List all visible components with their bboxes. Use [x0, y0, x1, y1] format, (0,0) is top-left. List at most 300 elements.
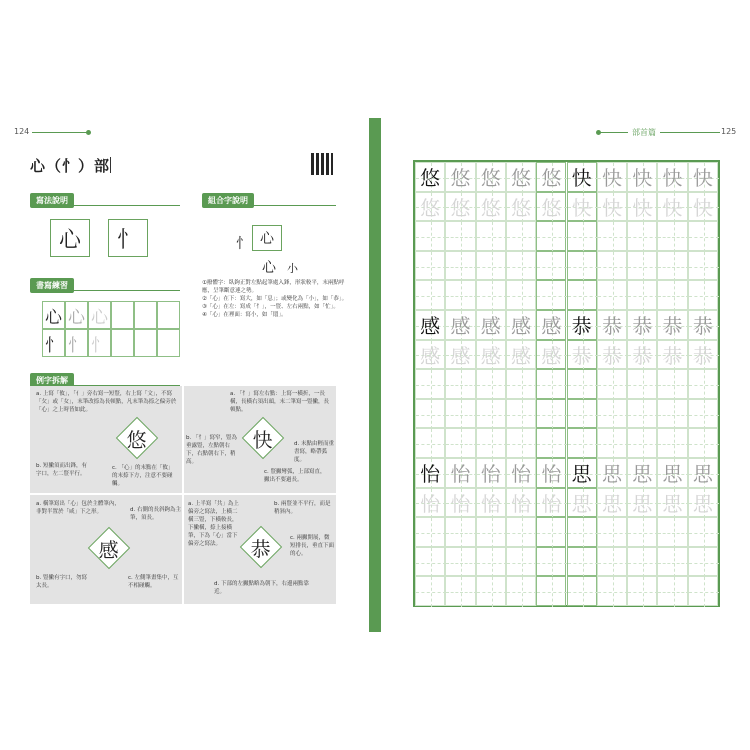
sheet-cell[interactable] [657, 192, 687, 222]
sheet-cell[interactable] [536, 428, 566, 458]
sheet-cell[interactable] [506, 458, 536, 488]
cell-guide [643, 518, 644, 548]
sheet-cell[interactable] [506, 251, 536, 281]
cell-guide [583, 518, 584, 548]
cell-guide [522, 518, 523, 548]
sheet-char: 悠 [450, 195, 471, 220]
sheet-cell[interactable] [476, 340, 506, 370]
cell-guide [583, 370, 584, 400]
sheet-cell[interactable] [445, 192, 475, 222]
sheet-char: 悠 [420, 195, 441, 220]
sheet-cell[interactable] [688, 162, 718, 192]
sheet-cell[interactable] [536, 310, 566, 340]
cell-guide [492, 252, 493, 282]
sheet-cell[interactable] [536, 547, 566, 577]
notes-list [202, 279, 352, 319]
sheet-cell[interactable] [445, 310, 475, 340]
cell-guide [461, 518, 462, 548]
header-rule [32, 132, 88, 133]
sheet-cell[interactable] [688, 547, 718, 577]
cell-guide [613, 400, 614, 430]
sheet-char: 快 [632, 195, 653, 220]
sheet-cell[interactable] [536, 251, 566, 281]
sheet-char: 感 [541, 314, 562, 339]
sheet-cell[interactable] [476, 547, 506, 577]
sheet-cell[interactable] [506, 192, 536, 222]
cell-guide [461, 548, 462, 578]
cell-guide [674, 222, 675, 252]
sheet-cell[interactable] [597, 310, 627, 340]
ex2-char: 快 [253, 427, 273, 452]
sheet-char: 恭 [692, 314, 713, 339]
sheet-cell[interactable] [597, 162, 627, 192]
compound-char-d: 小 [287, 262, 298, 275]
sheet-cell[interactable] [445, 547, 475, 577]
sheet-char: 思 [601, 491, 622, 516]
cell-guide [674, 577, 675, 607]
sheet-char: 思 [571, 462, 592, 487]
cell-guide [522, 370, 523, 400]
sheet-cell[interactable] [536, 340, 566, 370]
sheet-char: 快 [571, 195, 592, 220]
cell-guide [613, 518, 614, 548]
sheet-cell[interactable] [536, 488, 566, 518]
sheet-cell[interactable] [476, 488, 506, 518]
sheet-cell[interactable] [415, 458, 445, 488]
sheet-cell[interactable] [597, 192, 627, 222]
sheet-cell[interactable] [567, 340, 597, 370]
cell-guide [704, 400, 705, 430]
cell-guide [492, 400, 493, 430]
sheet-cell[interactable] [627, 340, 657, 370]
cell-guide [431, 518, 432, 548]
cell-guide [613, 281, 614, 311]
sheet-cell[interactable] [536, 221, 566, 251]
cell-guide [522, 577, 523, 607]
sheet-cell[interactable] [597, 221, 627, 251]
sheet-cell[interactable] [597, 340, 627, 370]
sheet-char: 思 [692, 491, 713, 516]
sheet-char: 感 [450, 314, 471, 339]
ex4-diamond [240, 526, 282, 568]
sheet-cell[interactable] [688, 428, 718, 458]
cell-guide [704, 518, 705, 548]
practice-cell[interactable] [157, 329, 180, 357]
sheet-char: 怡 [450, 462, 471, 487]
sheet-cell[interactable] [567, 399, 597, 429]
sheet-char: 感 [480, 314, 501, 339]
sheet-cell[interactable] [688, 310, 718, 340]
header-label: 部首篇 [632, 128, 656, 137]
sheet-cell[interactable] [415, 576, 445, 606]
sheet-cell[interactable] [415, 280, 445, 310]
sheet-cell[interactable] [476, 517, 506, 547]
cell-guide [552, 429, 553, 459]
cell-guide [522, 252, 523, 282]
cell-guide [704, 222, 705, 252]
sheet-cell[interactable] [415, 488, 445, 518]
sheet-cell[interactable] [536, 162, 566, 192]
sheet-cell[interactable] [657, 547, 687, 577]
sheet-cell[interactable] [597, 547, 627, 577]
practice-grid [42, 301, 182, 357]
sheet-cell[interactable] [536, 369, 566, 399]
sheet-char: 感 [541, 343, 562, 368]
cell-guide [492, 518, 493, 548]
sheet-cell[interactable] [597, 399, 627, 429]
sheet-cell[interactable] [415, 369, 445, 399]
sheet-cell[interactable] [506, 488, 536, 518]
sheet-cell[interactable] [688, 251, 718, 281]
sheet-cell[interactable] [415, 310, 445, 340]
ex2-note-b: b. 「忄」寫窄，豎為垂露豎，左點朝右下，右點朝右下，稍高。 [186, 435, 237, 465]
sheet-cell[interactable] [597, 458, 627, 488]
ex4-note-c: c. 兩撇開展，微短排長，垂直下面的心。 [290, 535, 335, 557]
sheet-cell[interactable] [445, 221, 475, 251]
ex3-note-d: d. 右側的長斜鉤為主筆，須長。 [130, 507, 181, 521]
cell-guide [431, 400, 432, 430]
cell-guide [583, 222, 584, 252]
sheet-char: 恭 [632, 314, 653, 339]
sheet-cell[interactable] [445, 458, 475, 488]
cell-guide [431, 370, 432, 400]
sheet-cell[interactable] [506, 340, 536, 370]
sheet-cell[interactable] [506, 399, 536, 429]
sheet-cell[interactable] [688, 399, 718, 429]
sheet-char: 快 [692, 195, 713, 220]
cell-guide [492, 281, 493, 311]
sheet-cell[interactable] [627, 399, 657, 429]
sheet-cell[interactable] [657, 251, 687, 281]
cell-guide [552, 400, 553, 430]
title-divider [110, 157, 111, 173]
practice-cell[interactable] [157, 301, 180, 329]
cell-guide [704, 548, 705, 578]
cell-guide [522, 222, 523, 252]
practice-cell[interactable] [134, 329, 157, 357]
cell-guide [431, 281, 432, 311]
sheet-cell[interactable] [657, 517, 687, 547]
ex3-char: 感 [99, 537, 119, 562]
sheet-cell[interactable] [536, 399, 566, 429]
sheet-cell[interactable] [506, 280, 536, 310]
sheet-cell[interactable] [627, 576, 657, 606]
qr-code-icon[interactable] [311, 153, 333, 175]
sheet-cell[interactable] [688, 488, 718, 518]
sheet-cell[interactable] [567, 458, 597, 488]
sheet-cell[interactable] [536, 280, 566, 310]
sheet-cell[interactable] [657, 340, 687, 370]
sheet-char: 思 [692, 462, 713, 487]
sheet-char: 感 [511, 314, 532, 339]
sheet-cell[interactable] [445, 517, 475, 547]
sheet-cell[interactable] [445, 340, 475, 370]
section-examples: 例字拆解 [30, 373, 74, 388]
sheet-cell[interactable] [688, 192, 718, 222]
header-dot [86, 130, 91, 135]
sheet-cell[interactable] [597, 280, 627, 310]
section-writing-method: 寫法說明 [30, 193, 74, 208]
sheet-cell[interactable] [567, 162, 597, 192]
sheet-cell[interactable] [627, 310, 657, 340]
cell-guide [552, 252, 553, 282]
sheet-cell[interactable] [445, 251, 475, 281]
sheet-cell[interactable] [657, 221, 687, 251]
sheet-cell[interactable] [627, 192, 657, 222]
sheet-cell[interactable] [567, 547, 597, 577]
sheet-cell[interactable] [536, 576, 566, 606]
sheet-cell[interactable] [627, 369, 657, 399]
cell-guide [613, 252, 614, 282]
sheet-cell[interactable] [506, 576, 536, 606]
sheet-cell[interactable] [567, 251, 597, 281]
ex1-note-c: c. 「心」的末點在「攸」的末捺下方，注意不要碰觸。 [112, 465, 174, 487]
cell-guide [552, 577, 553, 607]
cell-guide [643, 400, 644, 430]
sheet-cell[interactable] [567, 576, 597, 606]
header-rule-right [600, 132, 628, 133]
sheet-cell[interactable] [688, 458, 718, 488]
cell-guide [492, 429, 493, 459]
cell-guide [552, 548, 553, 578]
ex2-note-a: a. 「忄」寫左右點：上寫一橫折，一長橫，長橫右須出頭，末二筆寫一豎撇，長頓點。 [230, 391, 330, 413]
sheet-char: 恭 [571, 343, 592, 368]
cell-guide [583, 252, 584, 282]
sheet-char: 快 [601, 166, 622, 191]
ex4-note-b: b. 兩豎並不平行，而是稍斜內。 [274, 501, 331, 515]
sheet-cell[interactable] [597, 251, 627, 281]
sheet-cell[interactable] [627, 221, 657, 251]
sheet-cell[interactable] [688, 517, 718, 547]
sheet-char: 怡 [541, 462, 562, 487]
sheet-char: 恭 [632, 343, 653, 368]
sheet-cell[interactable] [415, 399, 445, 429]
cell-guide [583, 281, 584, 311]
sheet-char: 思 [662, 491, 683, 516]
sheet-cell[interactable] [476, 399, 506, 429]
sheet-cell[interactable] [657, 488, 687, 518]
sheet-char: 怡 [420, 491, 441, 516]
sheet-cell[interactable] [506, 428, 536, 458]
sheet-char: 恭 [662, 343, 683, 368]
sheet-cell[interactable] [445, 280, 475, 310]
sheet-cell[interactable] [476, 310, 506, 340]
compound-char-a: 忄 [236, 236, 250, 252]
sheet-cell[interactable] [627, 162, 657, 192]
sheet-cell[interactable] [597, 517, 627, 547]
sheet-char: 恭 [601, 343, 622, 368]
sheet-cell[interactable] [657, 458, 687, 488]
header-rule-right-2 [660, 132, 720, 133]
sheet-char: 感 [450, 343, 471, 368]
cell-guide [461, 281, 462, 311]
cell-guide [674, 548, 675, 578]
sheet-cell[interactable] [688, 576, 718, 606]
cell-guide [643, 370, 644, 400]
note-2: ②「心」在下：寫大，如「息」；或變化為「小」，如「恭」。 [202, 296, 348, 302]
sheet-cell[interactable] [476, 221, 506, 251]
sheet-char: 快 [662, 166, 683, 191]
cell-guide [583, 429, 584, 459]
sheet-char: 怡 [511, 462, 532, 487]
note-4: ④「心」在裡面：寫小，如「悶」。 [202, 312, 287, 318]
ex1-diamond [116, 417, 158, 459]
sheet-cell[interactable] [567, 488, 597, 518]
cell-guide [674, 370, 675, 400]
ex3-diamond [88, 527, 130, 569]
sheet-cell[interactable] [688, 369, 718, 399]
sheet-cell[interactable] [688, 280, 718, 310]
sheet-cell[interactable] [627, 458, 657, 488]
sheet-cell[interactable] [506, 517, 536, 547]
cell-guide [704, 281, 705, 311]
sheet-cell[interactable] [688, 221, 718, 251]
cell-guide [461, 252, 462, 282]
sheet-char: 恭 [601, 314, 622, 339]
cell-guide [583, 548, 584, 578]
sheet-cell[interactable] [476, 369, 506, 399]
sheet-cell[interactable] [567, 517, 597, 547]
method-char-2: 忄 [108, 219, 148, 257]
sheet-char: 思 [662, 462, 683, 487]
sheet-cell[interactable] [657, 280, 687, 310]
method-char-1: 心 [50, 219, 90, 257]
practice-cell: 心 [42, 301, 65, 329]
cell-guide [552, 518, 553, 548]
sheet-cell[interactable] [657, 576, 687, 606]
sheet-cell[interactable] [415, 517, 445, 547]
sheet-char: 快 [601, 195, 622, 220]
ex3-note-b: b. 豎撇有字口，勿寫太長。 [36, 575, 87, 589]
practice-cell: 忄 [65, 329, 88, 357]
sheet-cell[interactable] [597, 488, 627, 518]
sheet-cell[interactable] [657, 369, 687, 399]
cell-guide [431, 222, 432, 252]
sheet-cell[interactable] [627, 547, 657, 577]
sheet-cell[interactable] [597, 428, 627, 458]
sheet-cell[interactable] [415, 251, 445, 281]
sheet-cell[interactable] [445, 428, 475, 458]
sheet-char: 怡 [480, 491, 501, 516]
sheet-cell[interactable] [415, 547, 445, 577]
sheet-cell[interactable] [567, 310, 597, 340]
sheet-cell[interactable] [627, 517, 657, 547]
sheet-cell[interactable] [567, 428, 597, 458]
sheet-cell[interactable] [506, 221, 536, 251]
note-3: ③「心」在左：寫成「忄」，一豎、左右兩點，如「忙」。 [202, 304, 339, 310]
ex4-note-d: d. 下部的左撇點略為朝下，右邊兩點靠近。 [214, 581, 309, 595]
practice-cell[interactable] [111, 329, 134, 357]
sheet-char: 悠 [511, 166, 532, 191]
sheet-char: 思 [601, 462, 622, 487]
sheet-cell[interactable] [445, 576, 475, 606]
ex4-note-a: a. 上半寫「共」為上偏旁之寫法，上橫二橫三豎，下橫較長，下撇橫，捺上接橫筆，下為「心」當下偏旁之寫法。 [188, 501, 239, 547]
cell-guide [643, 222, 644, 252]
cell-guide [552, 222, 553, 252]
ex3-note-a: a. 橫筆寫出「心」包於主體筆內，非對半置於「咸」下之形。 [36, 501, 120, 515]
sheet-cell[interactable] [476, 458, 506, 488]
cell-guide [461, 400, 462, 430]
ex3-note-c: c. 左側筆畫集中，互不相碰觸。 [128, 575, 179, 589]
sheet-cell[interactable] [476, 251, 506, 281]
sheet-cell[interactable] [657, 310, 687, 340]
sheet-cell[interactable] [445, 488, 475, 518]
cell-guide [643, 252, 644, 282]
sheet-cell[interactable] [476, 428, 506, 458]
sheet-cell[interactable] [627, 251, 657, 281]
sheet-cell[interactable] [415, 162, 445, 192]
cell-guide [522, 429, 523, 459]
ex2-diamond [242, 417, 284, 459]
sheet-cell[interactable] [657, 428, 687, 458]
sheet-cell[interactable] [445, 162, 475, 192]
cell-guide [492, 577, 493, 607]
sheet-char: 快 [571, 166, 592, 191]
left-page-number: 124 [14, 127, 30, 136]
sheet-cell[interactable] [415, 428, 445, 458]
sheet-cell[interactable] [627, 488, 657, 518]
cell-guide [704, 370, 705, 400]
sheet-cell[interactable] [688, 340, 718, 370]
sheet-cell[interactable] [536, 192, 566, 222]
sheet-cell[interactable] [476, 280, 506, 310]
sheet-cell[interactable] [657, 162, 687, 192]
sheet-cell[interactable] [415, 221, 445, 251]
sheet-cell[interactable] [415, 192, 445, 222]
practice-cell[interactable] [111, 301, 134, 329]
sheet-char: 思 [632, 491, 653, 516]
section-rule [202, 205, 336, 206]
sheet-cell[interactable] [445, 369, 475, 399]
sheet-cell[interactable] [536, 517, 566, 547]
sheet-cell[interactable] [506, 547, 536, 577]
sheet-char: 怡 [420, 462, 441, 487]
sheet-cell[interactable] [597, 576, 627, 606]
practice-cell[interactable] [134, 301, 157, 329]
sheet-cell[interactable] [476, 192, 506, 222]
section-compound: 組合字說明 [202, 193, 254, 208]
sheet-cell[interactable] [506, 369, 536, 399]
sheet-cell[interactable] [567, 280, 597, 310]
sheet-cell[interactable] [445, 399, 475, 429]
sheet-cell[interactable] [506, 162, 536, 192]
cell-guide [461, 370, 462, 400]
sheet-cell[interactable] [567, 221, 597, 251]
sheet-char: 悠 [480, 166, 501, 191]
sheet-cell[interactable] [567, 192, 597, 222]
sheet-cell[interactable] [506, 310, 536, 340]
sheet-cell[interactable] [536, 458, 566, 488]
sheet-cell[interactable] [567, 369, 597, 399]
sheet-cell[interactable] [597, 369, 627, 399]
section-rule [30, 205, 180, 206]
sheet-cell[interactable] [415, 340, 445, 370]
sheet-char: 悠 [541, 166, 562, 191]
cell-guide [643, 429, 644, 459]
sheet-cell[interactable] [627, 280, 657, 310]
sheet-char: 悠 [511, 195, 532, 220]
sheet-char: 恭 [662, 314, 683, 339]
cell-guide [674, 400, 675, 430]
page-title: 心（忄）部 [30, 157, 111, 175]
ex1-note-b: b. 短撇須而出鋒，有字口，左二豎平行。 [36, 463, 87, 477]
sheet-cell[interactable] [627, 428, 657, 458]
sheet-cell[interactable] [476, 162, 506, 192]
cell-guide [674, 252, 675, 282]
sheet-cell[interactable] [476, 576, 506, 606]
sheet-cell[interactable] [657, 399, 687, 429]
compound-char-b: 心 [252, 225, 282, 251]
